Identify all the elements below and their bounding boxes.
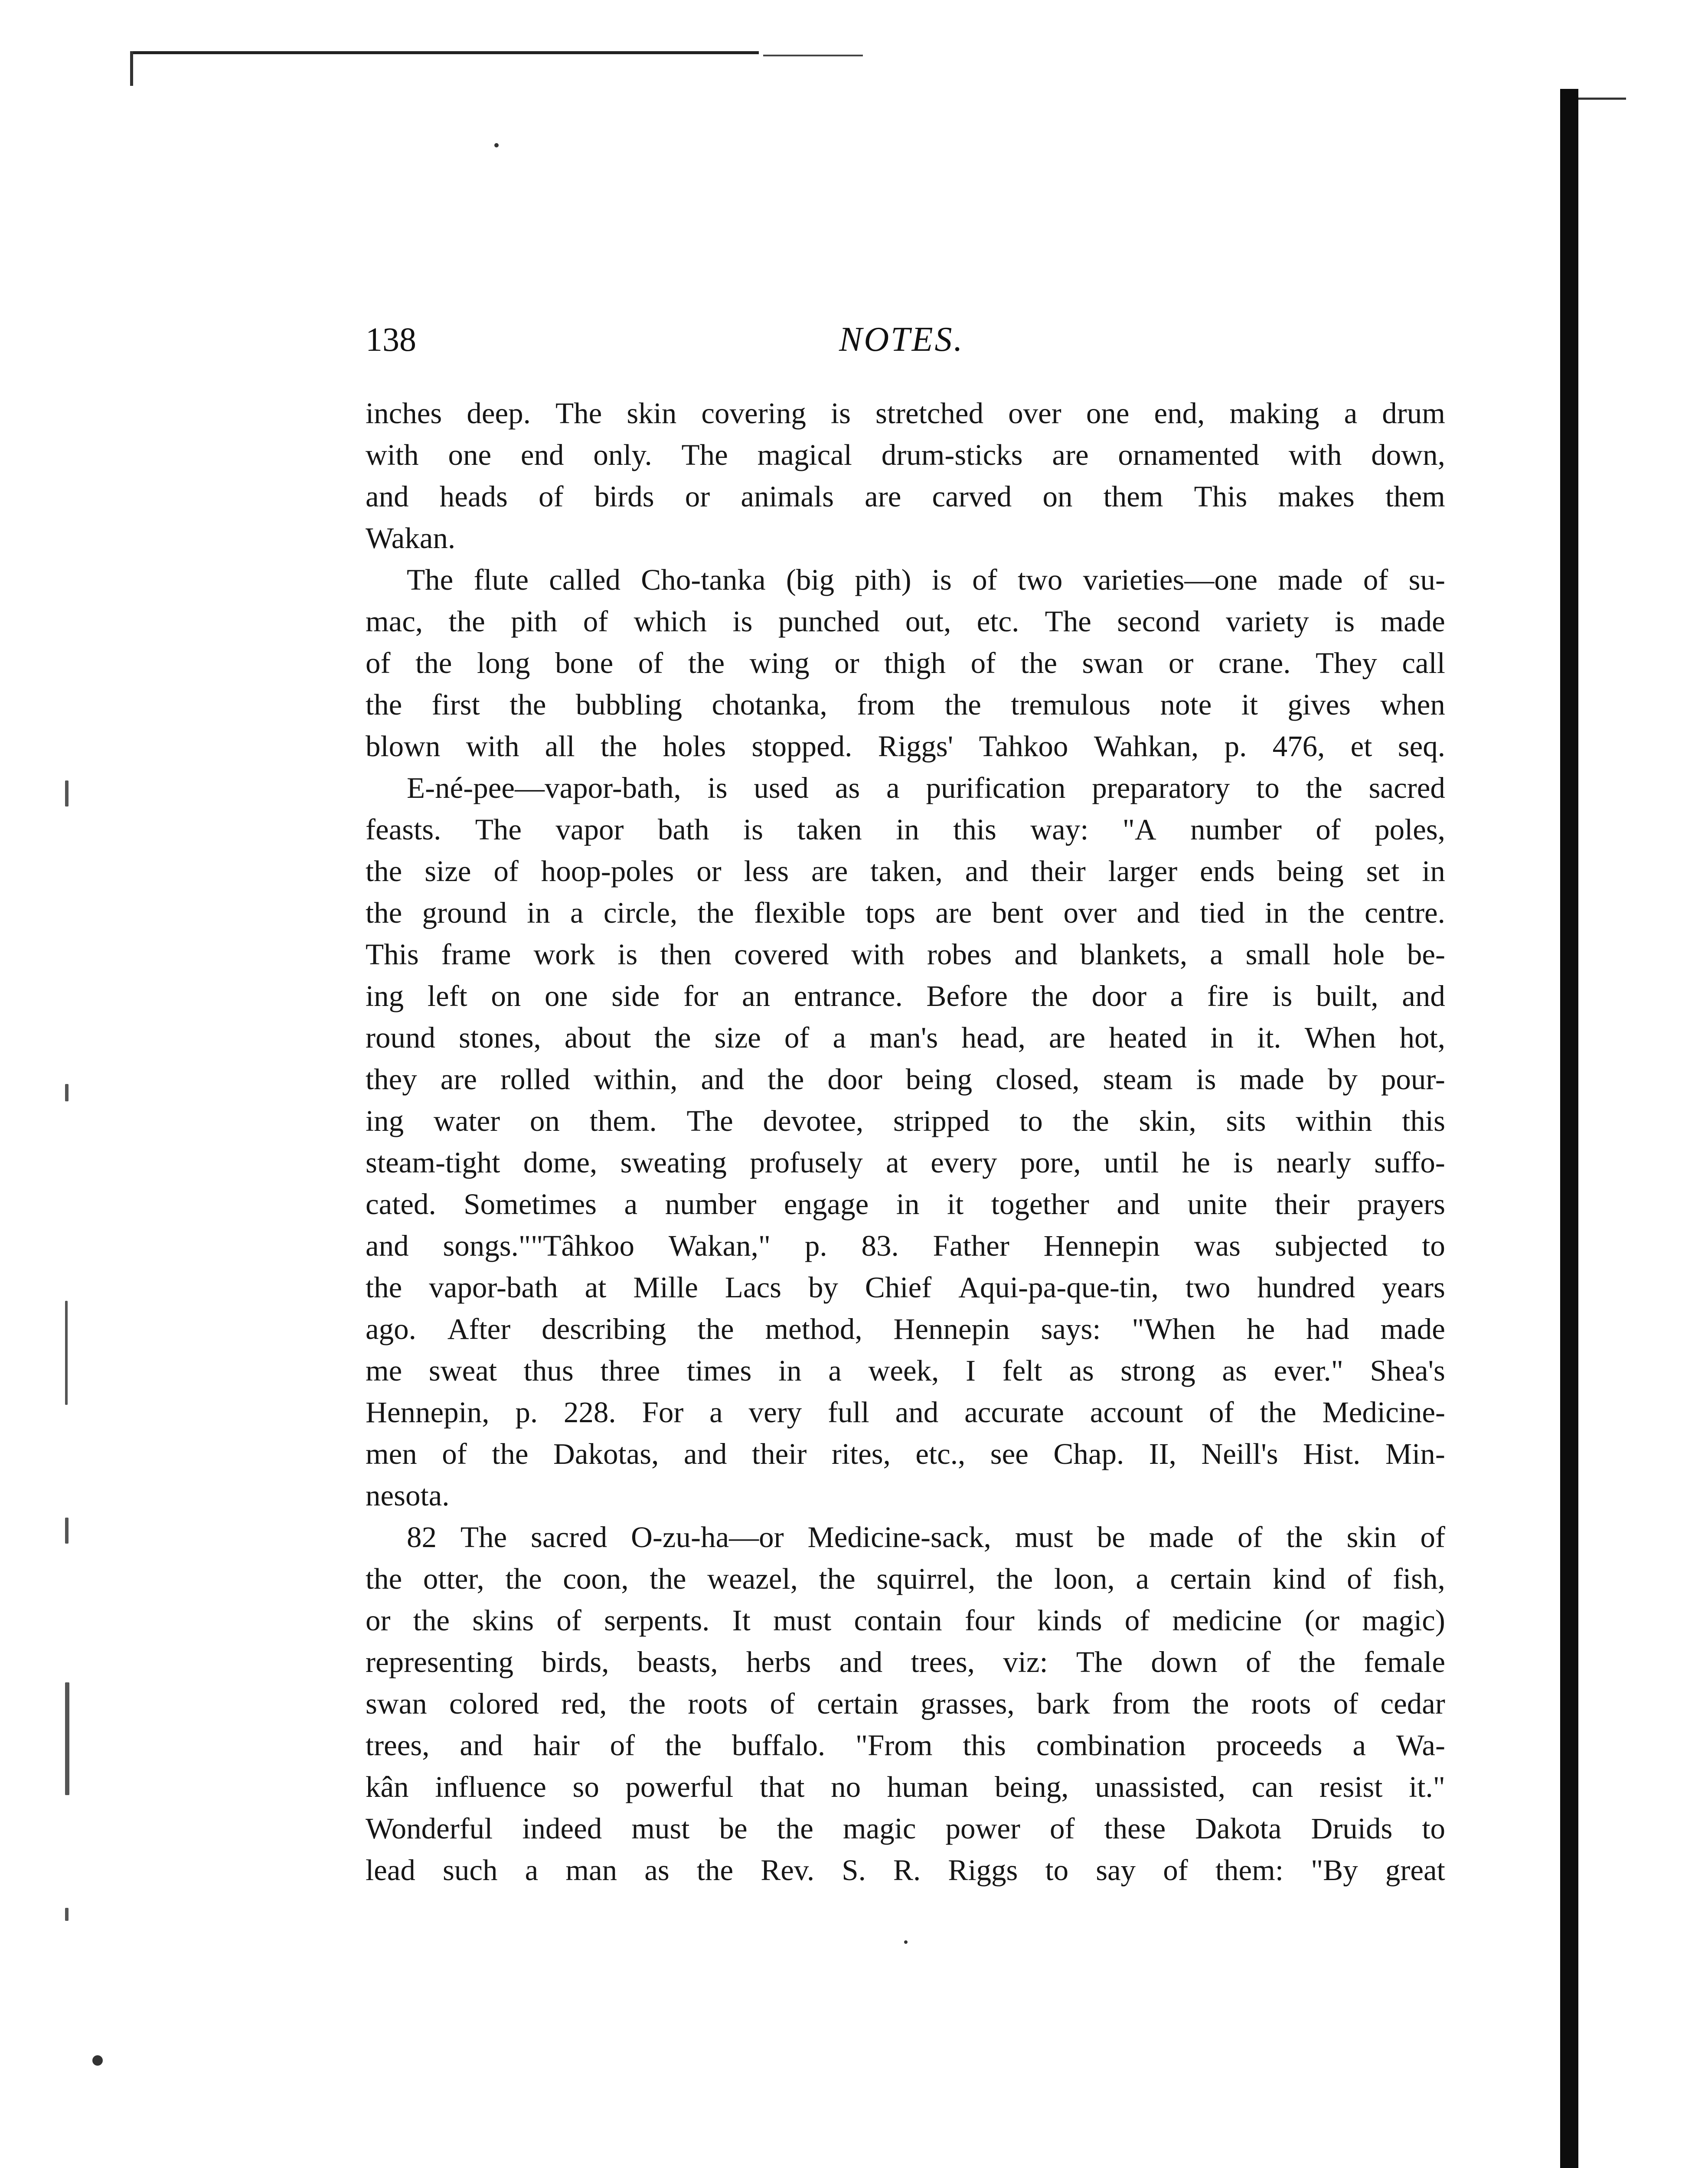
text-line: feasts. The vapor bath is taken in this way: "A number of poles, bbox=[366, 813, 1445, 846]
text-line: lead such a man as the Rev. S. R. Riggs to say of them: "By great bbox=[366, 1854, 1445, 1887]
running-title: NOTES. bbox=[839, 320, 964, 359]
text-line: This frame work is then covered with robes and blankets, a small hole be- bbox=[366, 938, 1445, 971]
text-line: blown with all the holes stopped. Riggs' Tahkoo Wahkan, p. 476, et seq. bbox=[366, 730, 1445, 763]
scan-speckle bbox=[65, 780, 69, 806]
text-line: kân influence so powerful that no human being, unassisted, can resist it." bbox=[366, 1770, 1445, 1803]
text-line: ago. After describing the method, Hennepin says: "When he had made bbox=[366, 1313, 1445, 1345]
scan-speckle bbox=[65, 1518, 69, 1544]
text-line: the size of hoop-poles or less are taken, and their larger ends being set in bbox=[366, 855, 1445, 888]
text-line: The flute called Cho-tanka (big pith) is of two varieties—one made of su- bbox=[407, 563, 1445, 596]
text-line: round stones, about the size of a man's head, are heated in it. When hot, bbox=[366, 1021, 1445, 1054]
text-line: cated. Sometimes a number engage in it together and unite their prayers bbox=[366, 1188, 1445, 1221]
scan-corner-mark bbox=[130, 51, 133, 86]
text-line: steam-tight dome, sweating profusely at every pore, until he is nearly suffo- bbox=[366, 1146, 1445, 1179]
text-line: mac, the pith of which is punched out, etc. The second variety is made bbox=[366, 605, 1445, 638]
text-line: Wakan. bbox=[366, 522, 456, 555]
page-number: 138 bbox=[366, 320, 416, 358]
text-line: with one end only. The magical drum-sticks are ornamented with down, bbox=[366, 438, 1445, 471]
text-line: trees, and hair of the buffalo. "From this combination proceeds a Wa- bbox=[366, 1729, 1445, 1762]
scan-right-edge-bar bbox=[1560, 89, 1578, 2168]
text-line: ing left on one side for an entrance. Before the door a fire is built, and bbox=[366, 980, 1445, 1012]
scan-speckle bbox=[65, 1084, 69, 1101]
text-line: 82 The sacred O-zu-ha—or Medicine-sack, must be made of the skin of bbox=[407, 1521, 1445, 1554]
text-line: inches deep. The skin covering is stretched over one end, making a drum bbox=[366, 397, 1445, 430]
text-line: the vapor-bath at Mille Lacs by Chief Aqui-pa-que-tin, two hundred years bbox=[366, 1271, 1445, 1304]
text-line: E-né-pee—vapor-bath, is used as a purification preparatory to the sacred bbox=[407, 771, 1445, 804]
scan-speckle bbox=[65, 1908, 69, 1921]
scan-dot bbox=[92, 2055, 103, 2066]
text-line: the first the bubbling chotanka, from the tremulous note it gives when bbox=[366, 688, 1445, 721]
scan-top-rule-tail bbox=[763, 55, 863, 56]
text-line: of the long bone of the wing or thigh of the swan or crane. They call bbox=[366, 646, 1445, 679]
text-line: they are rolled within, and the door being closed, steam is made by pour- bbox=[366, 1063, 1445, 1096]
text-line: nesota. bbox=[366, 1479, 450, 1512]
text-line: swan colored red, the roots of certain grasses, bark from the roots of cedar bbox=[366, 1687, 1445, 1720]
text-line: men of the Dakotas, and their rites, etc., see Chap. II, Neill's Hist. Min- bbox=[366, 1437, 1445, 1470]
scan-speckle bbox=[65, 1682, 69, 1795]
text-line: Wonderful indeed must be the magic power of these Dakota Druids to bbox=[366, 1812, 1445, 1845]
text-line: and heads of birds or animals are carved on them This makes them bbox=[366, 480, 1445, 513]
text-line: Hennepin, p. 228. For a very full and accurate account of the Medicine- bbox=[366, 1396, 1445, 1429]
scan-right-edge-tick bbox=[1578, 98, 1626, 100]
body-text bbox=[366, 392, 1445, 1891]
text-line: the otter, the coon, the weazel, the squirrel, the loon, a certain kind of fish, bbox=[366, 1562, 1445, 1595]
text-line: me sweat thus three times in a week, I felt as strong as ever." Shea's bbox=[366, 1354, 1445, 1387]
text-line: or the skins of serpents. It must contain four kinds of medicine (or magic) bbox=[366, 1604, 1445, 1637]
scan-top-rule bbox=[130, 51, 759, 54]
text-line: and songs.""Tâhkoo Wakan," p. 83. Father Hennepin was subjected to bbox=[366, 1229, 1445, 1262]
scan-dot bbox=[494, 143, 499, 147]
text-line: ing water on them. The devotee, stripped to the skin, sits within this bbox=[366, 1104, 1445, 1137]
scan-dot bbox=[904, 1940, 908, 1944]
text-line: the ground in a circle, the flexible tops are bent over and tied in the centre. bbox=[366, 896, 1445, 929]
text-line: representing birds, beasts, herbs and trees, viz: The down of the female bbox=[366, 1646, 1445, 1678]
scan-speckle bbox=[65, 1301, 68, 1405]
